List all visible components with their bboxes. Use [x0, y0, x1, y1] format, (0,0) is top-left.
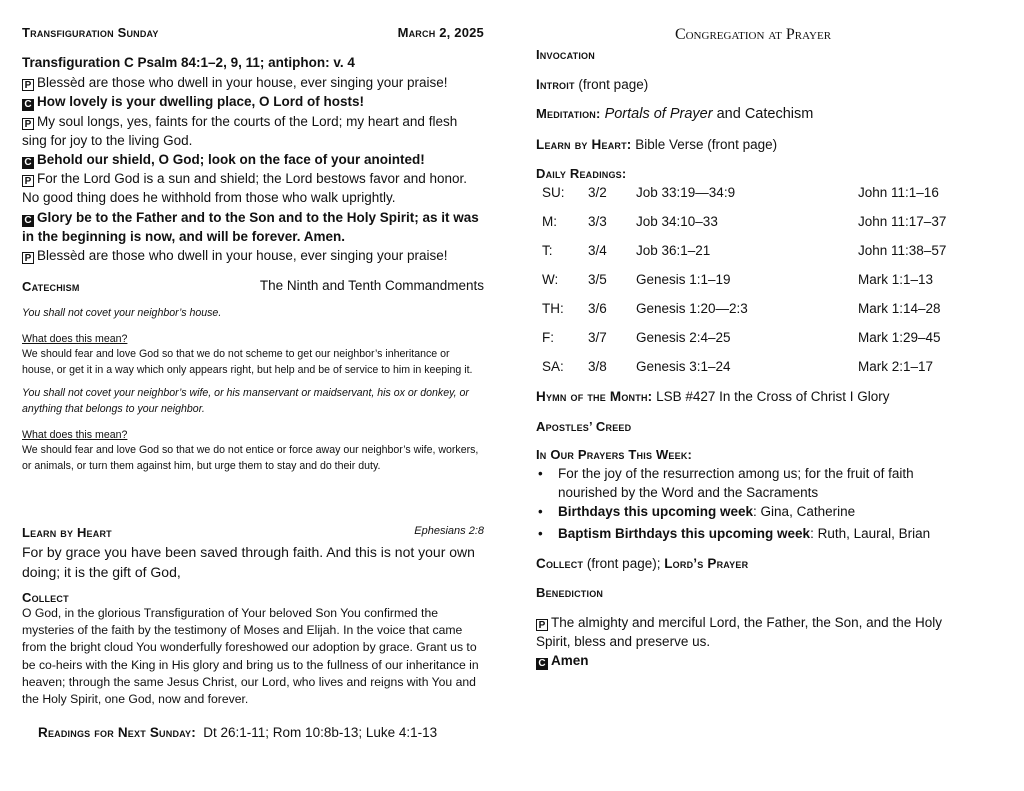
prayers-heading: In Our Prayers This Week:	[536, 447, 693, 462]
congregation-marker-icon: C	[22, 215, 34, 227]
reading-nt: John 11:1–16	[858, 185, 939, 200]
learn-by-heart-reference: Ephesians 2:8	[414, 525, 484, 537]
psalm-line-text: How lovely is your dwelling place, O Lord of hosts!	[37, 94, 365, 110]
right-collect-note: (front page);	[586, 556, 661, 571]
psalm-section	[22, 53, 484, 265]
psalm-lines	[22, 73, 484, 265]
prayers-list	[536, 464, 970, 543]
next-sunday-colon: :	[191, 725, 196, 740]
psalm-line	[22, 169, 484, 207]
table-row	[542, 294, 968, 323]
psalm-line	[22, 150, 484, 169]
pastor-marker-icon: P	[22, 252, 34, 264]
pastor-marker-icon: P	[22, 118, 34, 130]
reading-nt: Mark 1:14–28	[858, 301, 941, 316]
pastor-marker-icon: P	[22, 79, 34, 91]
benediction-response: Amen	[551, 653, 589, 669]
introit-label: Introit	[536, 77, 575, 92]
reading-date: 3/3	[588, 214, 607, 229]
reading-date: 3/5	[588, 272, 607, 287]
reading-date: 3/2	[588, 185, 607, 200]
table-row	[542, 207, 968, 236]
reading-day: TH:	[542, 301, 564, 316]
page-header	[22, 25, 484, 43]
benediction-text-line	[536, 613, 970, 651]
psalm-line-text: My soul longs, yes, faints for the courts of the Lord; my heart and flesh sing for joy to the living God.	[22, 113, 458, 148]
collect-text: O God, in the glorious Transfiguration of Your beloved Son You confirmed the mysteries of the faith by the testimony of Moses and Elijah. In the voice that came from the bright cloud You wonderfully foreshowed our adoption by grace. Grant us to be co-heirs with the King in His glory and bring us to the fullness of our inheritance in heaven; through the same Jesus Christ, our Lord, who lives and reigns with You and the Holy Spirit, one God, now and forever.	[22, 606, 479, 707]
reading-date: 3/6	[588, 301, 607, 316]
psalm-line	[22, 73, 484, 92]
psalm-line-text: Behold our shield, O God; look on the face of your anointed!	[37, 152, 425, 168]
reading-ot: Job 33:19—34:9	[636, 185, 736, 200]
psalm-line-text: Blessèd are those who dwell in your house, ever singing your praise!	[37, 248, 448, 264]
next-sunday-text: Dt 26:1-11; Rom 10:8b-13; Luke 4:1-13	[203, 725, 438, 740]
benediction-heading: Benediction	[536, 585, 604, 600]
baptism-label: Baptism Birthdays this upcoming week	[558, 525, 811, 541]
psalm-line	[22, 92, 484, 111]
table-row	[542, 265, 968, 294]
learn-by-heart-text: For by grace you have been saved through faith. And this is not your own doing; it is the gift of God,	[22, 544, 475, 580]
reading-ot: Genesis 2:4–25	[636, 330, 731, 345]
hymn-line	[536, 389, 889, 404]
reading-day: W:	[542, 272, 559, 287]
table-row	[542, 352, 968, 381]
right-learn-by-heart-text: Bible Verse (front page)	[635, 137, 778, 152]
birthdays-names: : Gina, Catherine	[753, 504, 856, 520]
prayers-section	[536, 447, 970, 543]
reading-day: T:	[542, 243, 553, 258]
reading-ot: Genesis 3:1–24	[636, 359, 731, 374]
prayer-item-baptism	[536, 524, 970, 543]
meditation-rest: and Catechism	[716, 106, 814, 122]
daily-readings-section	[536, 166, 970, 381]
psalm-line	[22, 112, 484, 150]
question-tenth: What does this mean?	[22, 428, 128, 441]
psalm-line	[22, 208, 484, 246]
next-sunday-readings	[38, 725, 484, 740]
hymn-label: Hymn of the Month:	[536, 389, 653, 404]
congregation-marker-icon: C	[536, 658, 548, 670]
commandment-tenth: You shall not covet your neighbor’s wife, or his manservant or maidservant, his ox or donkey, or anything that belongs to your neighbor.	[22, 387, 469, 415]
reading-day: SU:	[542, 185, 565, 200]
congregation-marker-icon: C	[22, 157, 34, 169]
reading-day: F:	[542, 330, 554, 345]
commandment-ninth: You shall not covet your neighbor’s house.	[22, 307, 222, 319]
reading-ot: Genesis 1:1–19	[636, 272, 731, 287]
benediction-section	[536, 613, 970, 671]
answer-ninth: We should fear and love God so that we do not scheme to get our neighbor’s inheritance or house, or get it in a way which only appears right, but help and be of service to him in keeping it.	[22, 348, 473, 376]
reading-ot: Genesis 1:20—2:3	[636, 301, 748, 316]
benediction-response-line	[536, 651, 970, 670]
hymn-text: LSB #427 In the Cross of Christ I Glory	[656, 389, 890, 404]
psalm-line-text: For the Lord God is a sun and shield; the Lord bestows favor and honor. No good thing does he withhold from those who walk uprightly.	[22, 171, 468, 206]
prayer-item-birthdays	[536, 502, 970, 521]
congregation-marker-icon: C	[22, 99, 34, 111]
collect-heading: Collect	[22, 590, 69, 605]
psalm-line	[22, 246, 484, 265]
next-sunday-label: Readings for Next Sunday	[38, 725, 192, 740]
meditation-label: Meditation:	[536, 106, 601, 121]
right-learn-by-heart-label: Learn by Heart:	[536, 137, 632, 152]
catechism-heading: Catechism	[22, 279, 80, 294]
pastor-marker-icon: P	[536, 619, 548, 631]
psalm-line-text: Glory be to the Father and to the Son and to the Holy Spirit; as it was in the beginning is now, and will be forever. Amen.	[22, 209, 479, 244]
answer-tenth: We should fear and love God so that we do not entice or force away our neighbor’s wife, workers, or animals, or turn them against him, but urge them to stay and do their duty.	[22, 444, 479, 472]
reading-date: 3/4	[588, 243, 607, 258]
meditation-title: Portals of Prayer	[604, 106, 713, 122]
benediction-text: The almighty and merciful Lord, the Father, the Son, and the Holy Spirit, bless and preserve us.	[536, 615, 942, 650]
creed-heading: Apostles’ Creed	[536, 419, 632, 434]
baptism-names: : Ruth, Laural, Brian	[810, 525, 931, 541]
right-collect-label: Collect	[536, 556, 584, 571]
prayer-item	[536, 464, 970, 502]
introit-line	[536, 77, 648, 92]
reading-day: SA:	[542, 359, 564, 374]
reading-day: M:	[542, 214, 557, 229]
table-row	[542, 323, 968, 352]
reading-nt: Mark 2:1–17	[858, 359, 934, 374]
birthdays-label: Birthdays this upcoming week	[558, 504, 754, 520]
reading-ot: Job 34:10–33	[636, 214, 718, 229]
right-title: Congregation at Prayer	[674, 26, 832, 43]
psalm-heading: Transfiguration C Psalm 84:1–2, 9, 11; antiphon: v. 4	[22, 55, 355, 70]
header-date: March 2, 2025	[397, 25, 484, 40]
pastor-marker-icon: P	[22, 175, 34, 187]
reading-nt: John 11:38–57	[858, 243, 947, 258]
learn-by-heart-heading: Learn by Heart	[22, 525, 112, 540]
table-row	[542, 236, 968, 265]
lords-prayer-label: Lord’s Prayer	[664, 556, 749, 571]
question-ninth: What does this mean?	[22, 332, 128, 345]
learn-by-heart-line	[536, 137, 777, 152]
collect-line	[536, 556, 748, 571]
meditation-line	[536, 106, 813, 122]
reading-nt: Mark 1:29–45	[858, 330, 941, 345]
introit-note: (front page)	[578, 77, 649, 92]
table-row	[542, 178, 968, 207]
prayer-item-text: For the joy of the resurrection among us; for the fruit of faith nourished by the Word and the Sacraments	[558, 466, 914, 501]
daily-readings-table	[542, 178, 968, 381]
header-title: Transfiguration Sunday	[22, 25, 159, 40]
reading-ot: Job 36:1–21	[636, 243, 711, 258]
invocation-heading: Invocation	[536, 47, 595, 62]
collect-section	[22, 590, 484, 708]
catechism-section	[22, 278, 484, 474]
reading-date: 3/7	[588, 330, 607, 345]
reading-nt: John 11:17–37	[858, 214, 947, 229]
daily-readings-heading: Daily Readings:	[536, 166, 627, 181]
reading-date: 3/8	[588, 359, 607, 374]
psalm-line-text: Blessèd are those who dwell in your house, ever singing your praise!	[37, 75, 448, 91]
reading-nt: Mark 1:1–13	[858, 272, 934, 287]
catechism-subtitle: The Ninth and Tenth Commandments	[259, 278, 484, 293]
learn-by-heart-section	[22, 524, 484, 582]
